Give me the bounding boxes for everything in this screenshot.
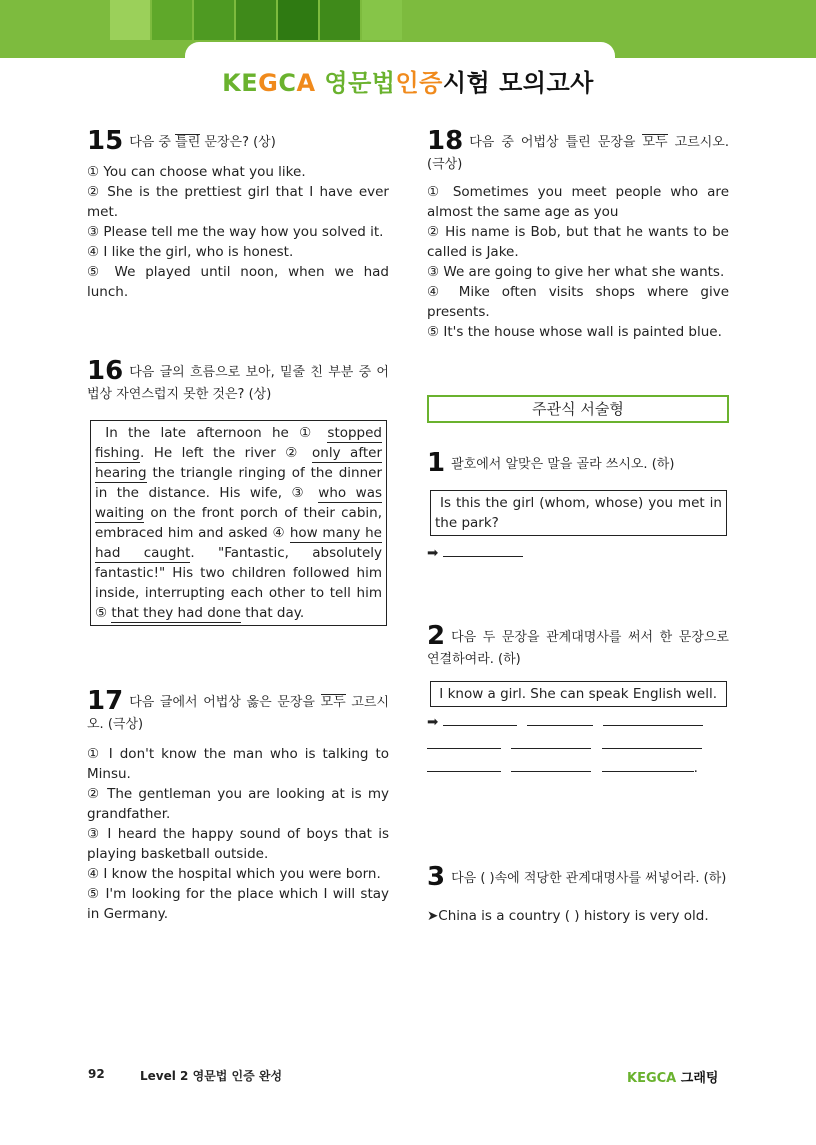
answer-blank[interactable] <box>527 711 593 726</box>
emphasis-word: 틀린 <box>175 135 201 150</box>
arrow-icon: ➡ <box>427 545 439 561</box>
footer-brand: KEGCA 그래팅 <box>627 1071 719 1086</box>
header-stripe <box>110 0 150 40</box>
passage-box: In the late afternoon he ① stopped fishing. He left the river ② only after hearing the triangle ringing of the dinner in the distance. His wife, ③ who was waiting on the front porch of their cabin, embraced him and asked ④ how many he had caught. "Fantastic, absolutely fantastic!" His two children followed him inside, interrupting each other to tell him ⑤ that they had done that day. <box>90 420 387 626</box>
emphasis-word: 모두 <box>642 135 668 150</box>
question-16: 16 다음 글의 흐름으로 보아, 밑줄 친 부분 중 어법상 자연스럽지 못한 것은? (상) In the late afternoon he ① stopped fishing. He left the river ② only after hearing the triangle ringing of the dinner in the distance. His wife, ③ who was waiting on the front porch of their cabin, embraced him and asked ④ how many he had caught. "Fantastic, absolutely fantastic!" His two children followed him inside, interrupting each other to tell him ⑤ that they had done that day. <box>87 360 389 626</box>
option: ④ I know the hospital which you were born. <box>87 866 381 882</box>
header-stripe <box>278 0 318 40</box>
option: ③ I heard the happy sound of boys that is playing basketball outside. <box>87 826 389 862</box>
option: ⑤ I'm looking for the place which I will stay in Germany. <box>87 886 389 922</box>
question-number: 3 <box>427 862 446 892</box>
header-stripe <box>194 0 234 40</box>
question-number: 1 <box>427 448 446 478</box>
option: ① You can choose what you like. <box>87 164 306 180</box>
answer-blank[interactable] <box>443 542 523 557</box>
question-17: 17 다음 글에서 어법상 옳은 문장을 모두 고르시오. (극상) ① I don't know the man who is talking to Minsu. ② The gentleman you are looking at is my grandfather. ③ I heard the happy sound of boys that is playing basketball outside. ④ I know the hospital which you were born. ⑤ I'm looking for the place which I will stay in Germany. <box>87 686 390 922</box>
answer-blank[interactable] <box>602 734 702 749</box>
question-18: 18 다음 중 어법상 틀린 문장을 모두 고르시오. (극상) ① Sometimes you meet people who are almost the same age as you ② His name is Bob, but that he wants to be called is Jake. ③ We are going to give her what she wants. ④ Mike often visits shops where give presents. ⑤ It's the house whose wall is painted blue. <box>427 126 729 340</box>
subjective-3: 3 다음 ( )속에 적당한 관계대명사를 써넣어라. (하) ➤China is a country ( ) history is very old. <box>427 866 729 926</box>
brand-logo: KEGCA <box>627 1071 677 1086</box>
option: ④ Mike often visits shops where give presents. <box>427 284 729 320</box>
subjective-2: 2 다음 두 문장을 관계대명사를 써서 한 문장으로 연결하여라. (하) I know a girl. She can speak English well. ➡ . <box>427 621 729 776</box>
question-number: 17 <box>87 686 124 716</box>
underlined-phrase: who was waiting <box>95 485 382 521</box>
answer-blank[interactable] <box>443 711 517 726</box>
underlined-phrase: how many he had caught <box>95 525 382 561</box>
answer-blank[interactable] <box>427 734 501 749</box>
question-number: 16 <box>87 356 124 386</box>
question-number: 2 <box>427 621 446 651</box>
section-title: 주관식 서술형 <box>427 395 729 423</box>
question-number: 18 <box>427 126 464 156</box>
arrow-icon: ➡ <box>427 714 439 730</box>
option: ② His name is Bob, but that he wants to be called is Jake. <box>427 224 729 260</box>
option: ③ We are going to give her what she wants. <box>427 264 725 280</box>
option: ① Sometimes you meet people who are almost the same age as you <box>427 184 729 220</box>
answer-blank[interactable] <box>511 734 591 749</box>
emphasis-word: 모두 <box>320 695 346 710</box>
sentence-box: I know a girl. She can speak English well. <box>430 681 727 707</box>
question-number: 15 <box>87 126 124 156</box>
option: ① I don't know the man who is talking to Minsu. <box>87 746 389 782</box>
option: ⑤ It's the house whose wall is painted blue. <box>427 324 722 340</box>
answer-blank[interactable] <box>603 711 703 726</box>
sentence-box: Is this the girl (whom, whose) you met in the park? <box>430 490 727 536</box>
underlined-phrase: that they had done <box>111 605 241 621</box>
option: ② The gentleman you are looking at is my grandfather. <box>87 786 389 822</box>
option: ④ I like the girl, who is honest. <box>87 244 294 260</box>
question-15: 15 다음 중 틀린 문장은? (상) ① You can choose what you like. ② She is the prettiest girl that I have ever met. ③ Please tell me the way how you solved it. ④ I like the girl, who is honest. ⑤ We played until noon, when we had lunch. <box>87 126 389 300</box>
option: ③ Please tell me the way how you solved it. <box>87 224 384 240</box>
underlined-phrase: only after hearing <box>95 445 382 481</box>
option: ② She is the prettiest girl that I have ever met. <box>87 184 389 220</box>
header-stripe <box>152 0 192 40</box>
fill-sentence: ➤China is a country ( ) history is very old. <box>427 908 709 924</box>
page-number: 92 <box>88 1067 105 1081</box>
book-level: Level 2 영문법 인증 완성 <box>140 1069 283 1083</box>
answer-blank[interactable] <box>427 757 501 772</box>
page-title: KEGCA 영문법인증시험 모의고사 <box>222 69 594 97</box>
header-stripe <box>236 0 276 40</box>
subjective-1: 1 괄호에서 알맞은 말을 골라 쓰시오. (하) Is this the girl (whom, whose) you met in the park? ➡ <box>427 452 729 563</box>
answer-blank[interactable] <box>511 757 591 772</box>
underlined-phrase: stopped fishing <box>95 425 383 461</box>
answer-blank[interactable] <box>602 757 694 772</box>
option: ⑤ We played until noon, when we had lunch. <box>87 264 389 300</box>
header-stripe <box>320 0 360 40</box>
header-stripe <box>362 0 402 40</box>
